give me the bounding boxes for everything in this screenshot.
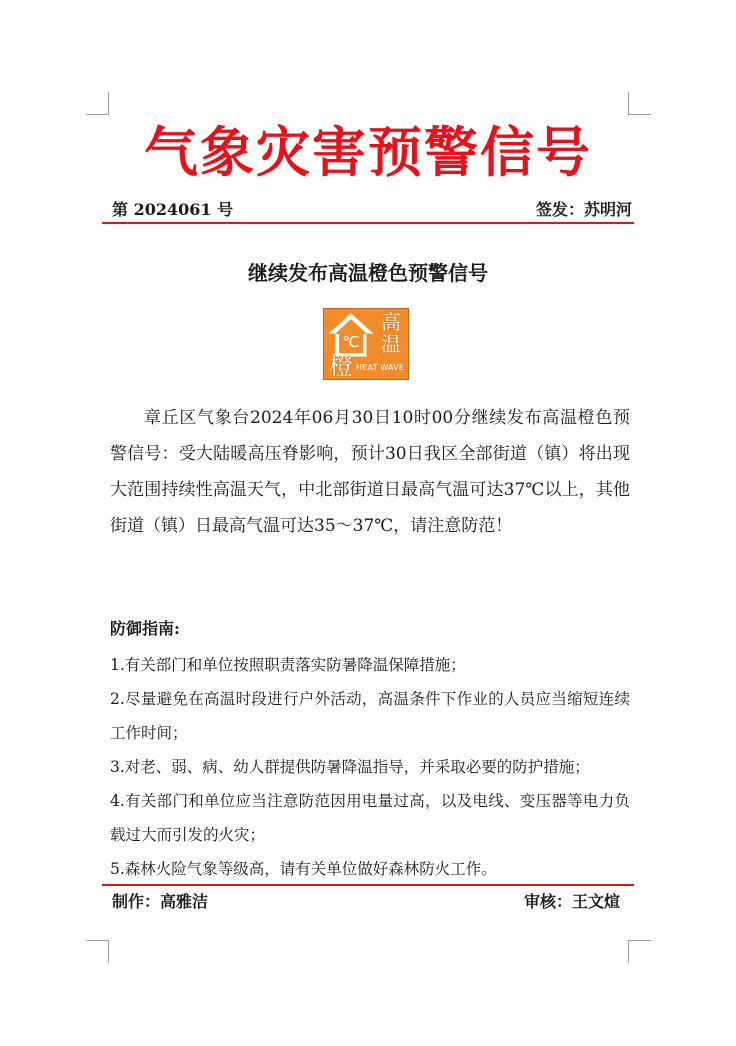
icon-english-label: HEAT WAVE — [356, 363, 405, 372]
body-paragraph: 章丘区气象台2024年06月30日10时00分继续发布高温橙色预警信号：受大陆暖高压脊影响，预计30日我区全部街道（镇）将出现大范围持续性高温天气，中北部街道日最高气温可达37℃以上，其他街道（镇）日最高气温可达35～37℃，请注意防范！ — [110, 408, 630, 536]
celsius-symbol: ℃ — [342, 333, 360, 351]
icon-char-gao: 高 — [381, 310, 401, 334]
guide-title: 防御指南: — [110, 619, 180, 638]
author: 制作：高雅洁 — [112, 892, 209, 911]
guide-item: 1.有关部门和单位按照职责落实防暑降温保障措施； — [110, 656, 466, 674]
meta-row — [112, 198, 632, 222]
icon-char-wen: 温 — [381, 332, 401, 356]
header-title: 气象灾害预警信号 — [144, 121, 592, 184]
high-temperature-orange-warning-icon — [323, 308, 409, 380]
header-divider — [102, 222, 634, 224]
guide-list — [110, 648, 630, 886]
footer-divider — [102, 884, 634, 886]
reviewer: 审核：王文煊 — [523, 892, 620, 911]
guide-item: 4.有关部门和单位应当注意防范因用电量过高，以及电线、变压器等电力负载过大而引发的火灾； — [110, 792, 630, 844]
crop-mark-bottom-left — [86, 940, 109, 963]
issue-number: 第 2024061 号 — [112, 200, 234, 219]
footer-row — [112, 890, 620, 914]
crop-mark-bottom-right — [628, 940, 651, 963]
guide-item: 2.尽量避免在高温时段进行户外活动，高温条件下作业的人员应当缩短连续工作时间； — [110, 690, 630, 742]
document-title: 继续发布高温橙色预警信号 — [248, 261, 488, 285]
signer: 签发：苏明河 — [535, 200, 632, 219]
crop-mark-top-right — [628, 92, 651, 115]
guide-item: 3.对老、弱、病、幼人群提供防暑降温指导，并采取必要的防护措施； — [110, 758, 590, 776]
crop-mark-top-left — [86, 92, 109, 115]
icon-char-cheng: 橙 — [329, 352, 353, 380]
guide-item: 5.森林火险气象等级高，请有关单位做好森林防火工作。 — [110, 860, 497, 878]
